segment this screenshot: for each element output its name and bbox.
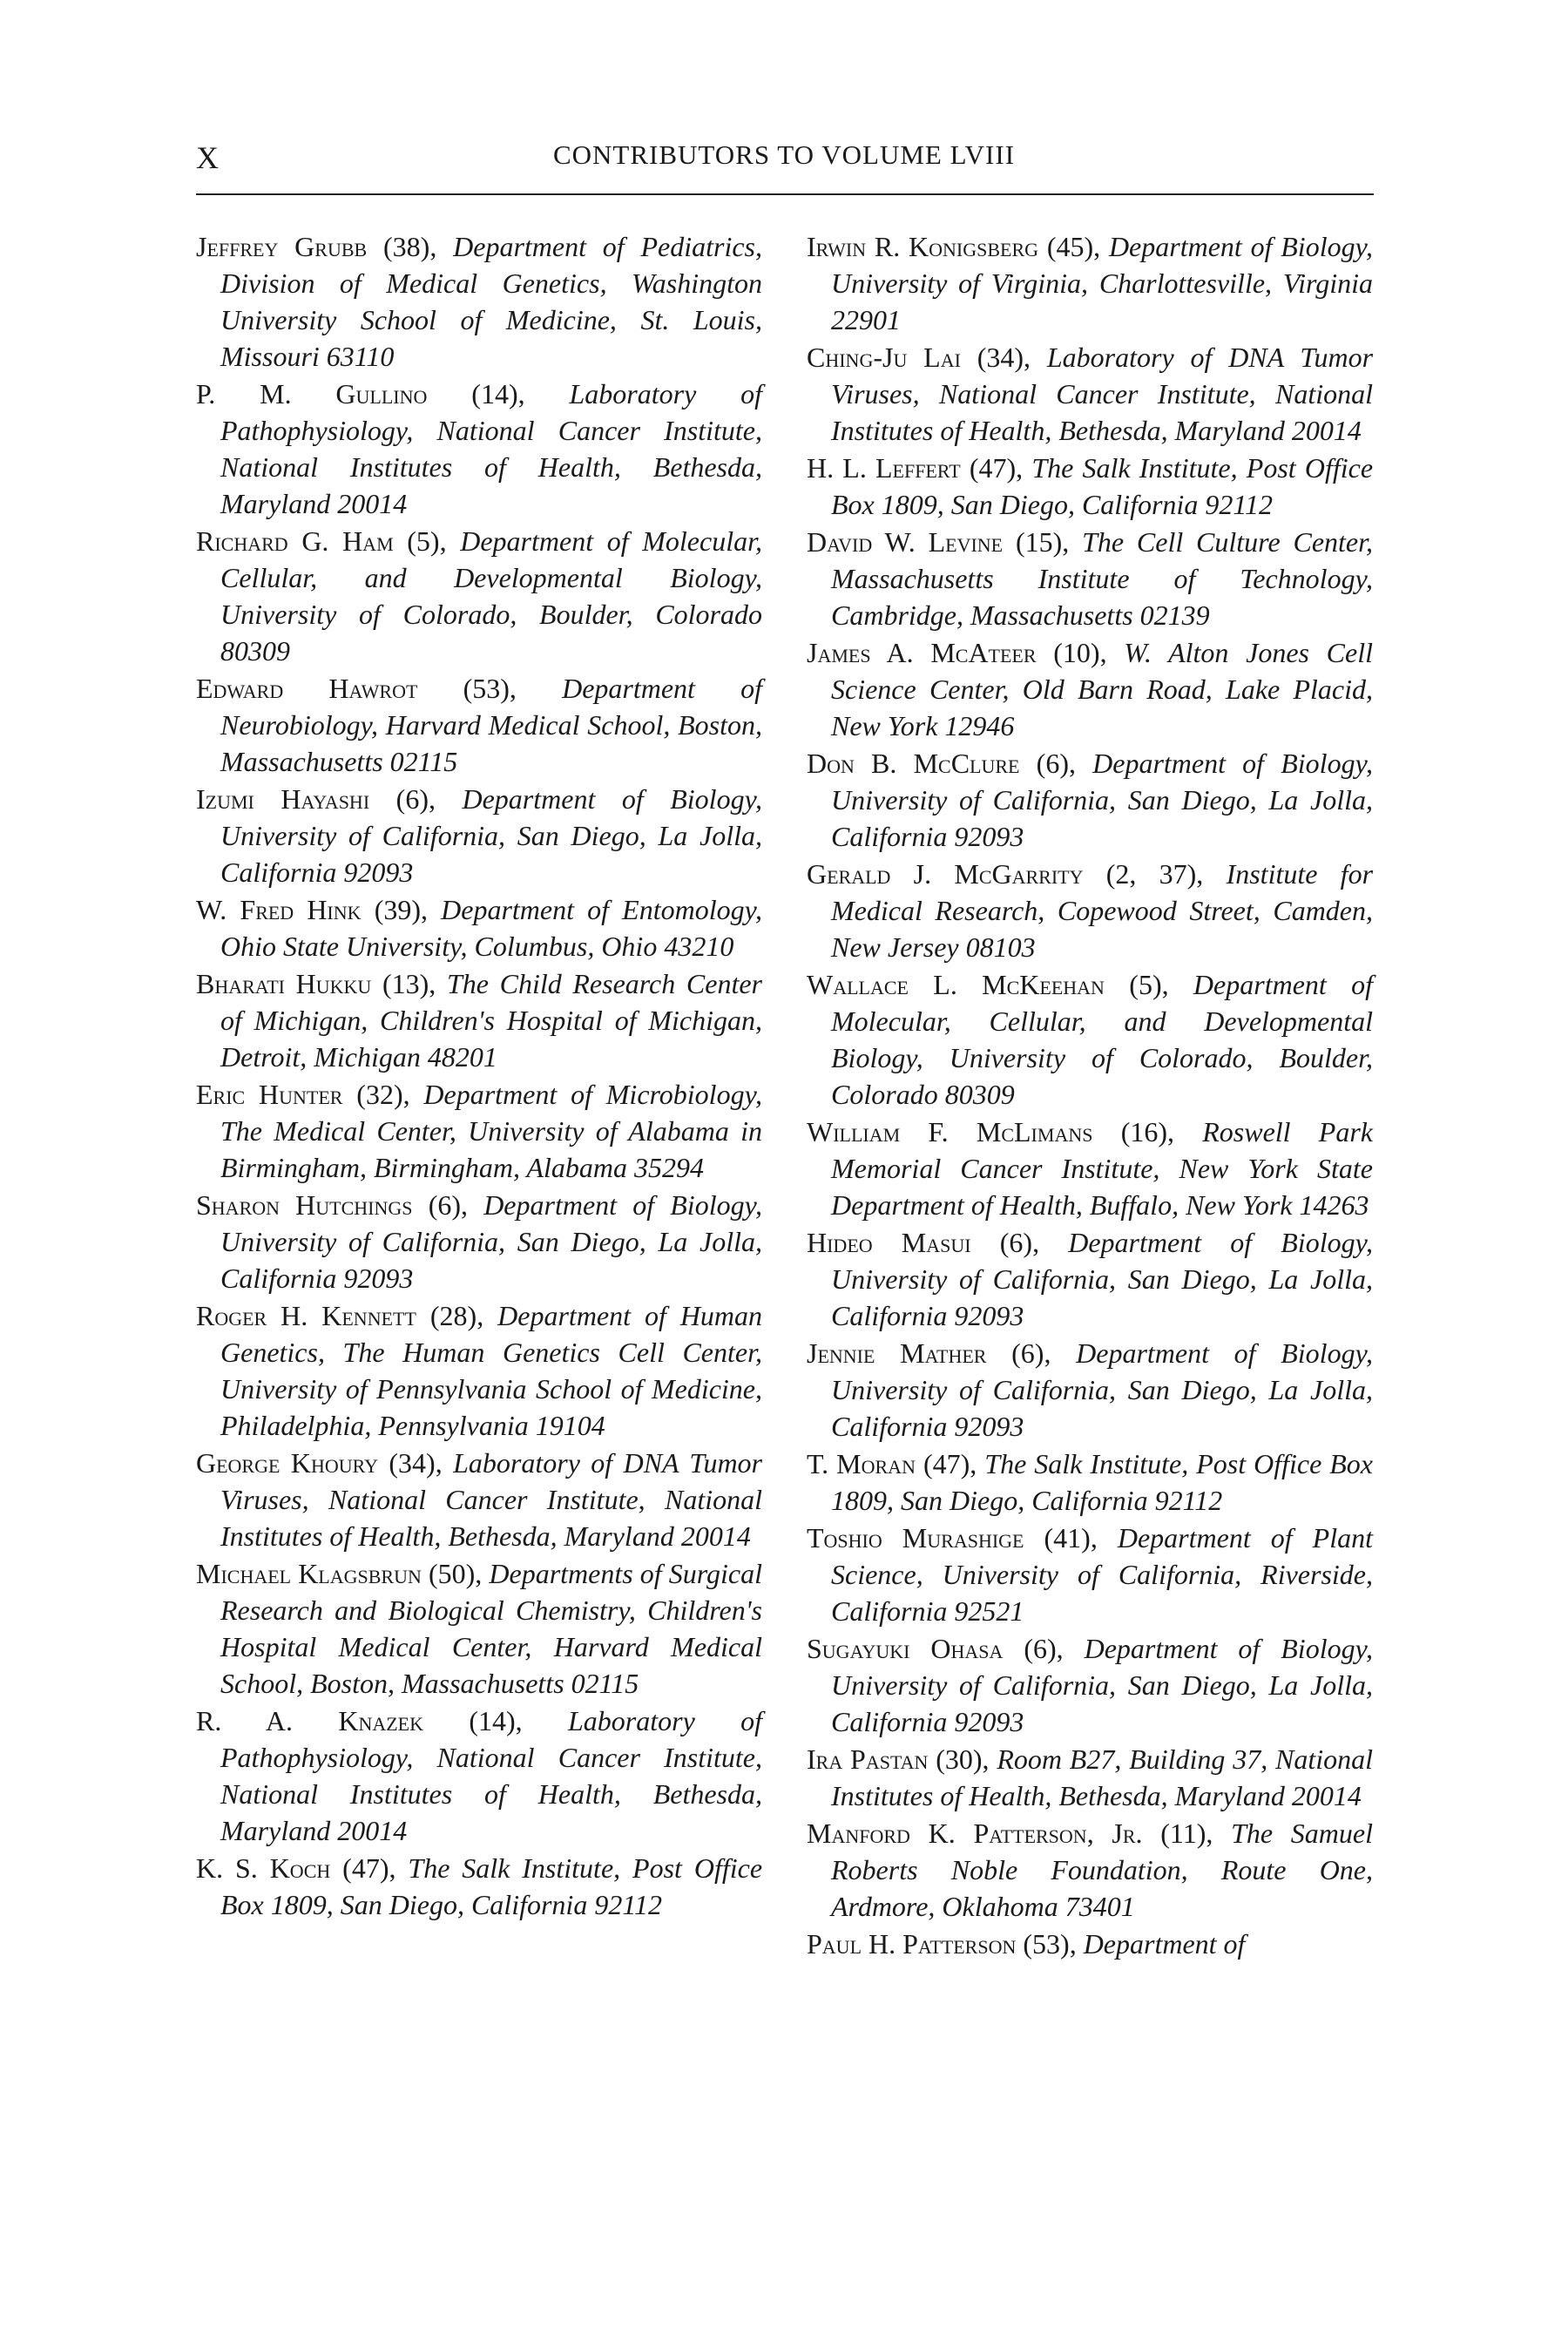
contributor-affiliation: Department of Biology, University of Virginia, Charlottesville, Virginia 22901	[831, 231, 1374, 335]
chapter-reference: (14),	[469, 1705, 523, 1736]
contributor-name: George Khoury	[196, 1447, 378, 1479]
contributor-entry	[196, 891, 762, 965]
contributor-name: R. A. Knazek	[196, 1705, 423, 1736]
contributor-entry	[196, 1297, 762, 1444]
contributor-name: James A. McAteer	[807, 637, 1037, 668]
contributor-entry	[807, 339, 1373, 449]
contributor-affiliation: Department of Plant Science, University of California, Riverside, California 92521	[831, 1522, 1373, 1627]
contributor-entry	[807, 1630, 1373, 1740]
header-rule	[196, 193, 1374, 195]
contributor-entry	[196, 1555, 762, 1702]
running-head-title: CONTRIBUTORS TO VOLUME LVIII	[552, 139, 1016, 170]
chapter-reference: (6),	[999, 1227, 1040, 1258]
contributor-entry	[807, 856, 1373, 965]
contributor-entry	[807, 1445, 1373, 1519]
contributor-name: Irwin R. Konigsberg	[807, 231, 1039, 262]
contributor-entry	[196, 965, 762, 1075]
chapter-reference: (5),	[407, 525, 447, 557]
contributor-entry	[807, 228, 1373, 338]
contributor-affiliation: Department of Biology, University of California, San Diego, La Jolla, California 92093	[831, 1227, 1374, 1331]
chapter-reference: (6),	[1011, 1337, 1051, 1369]
contributor-name: Jennie Mather	[807, 1337, 987, 1369]
chapter-reference: (10),	[1053, 637, 1107, 668]
contributor-entry	[807, 1114, 1373, 1223]
chapter-reference: (6),	[428, 1189, 469, 1221]
contributor-name: Gerald J. McGarrity	[807, 858, 1084, 890]
contributors-column-right	[807, 228, 1373, 1963]
contributor-name: K. S. Koch	[196, 1852, 331, 1884]
contributor-name: David W. Levine	[807, 526, 1004, 558]
contributor-name: Hideo Masui	[807, 1227, 971, 1258]
contributor-name: Toshio Murashige	[807, 1522, 1024, 1554]
chapter-reference: (53),	[1023, 1928, 1077, 1960]
contributor-entry	[196, 1445, 762, 1554]
contributor-affiliation: The Cell Culture Center, Massachusetts Institute of Technology, Cambridge, Massachusetts 02139	[831, 526, 1374, 631]
contributor-name: Ching-Ju Lai	[807, 342, 961, 373]
contributor-entry	[807, 1335, 1373, 1445]
contributor-affiliation: Department of Molecular, Cellular, and Developmental Biology, University of Colorado, Boulder, Colorado 80309	[831, 969, 1373, 1110]
chapter-reference: (47),	[969, 452, 1024, 484]
contributor-affiliation: Department of Biology, University of California, San Diego, La Jolla, California 92093	[220, 1189, 763, 1294]
contributor-name: Wallace L. McKeehan	[807, 969, 1105, 1000]
chapter-reference: (50),	[428, 1558, 483, 1589]
contributor-affiliation: Department of Neurobiology, Harvard Medical School, Boston, Massachusetts 02115	[220, 673, 763, 777]
contributor-name: Manford K. Patterson, Jr.	[807, 1818, 1143, 1849]
contributor-name: Edward Hawrot	[196, 673, 418, 704]
contributor-entry	[807, 524, 1373, 633]
chapter-reference: (6),	[395, 783, 436, 815]
contributor-affiliation: The Salk Institute, Post Office Box 1809, San Diego, California 92112	[220, 1852, 763, 1920]
chapter-reference: (38),	[383, 231, 437, 262]
contributor-entry	[196, 376, 762, 522]
contributor-name: Bharati Hukku	[196, 968, 372, 999]
contributor-entry	[807, 634, 1373, 744]
contributor-affiliation: The Salk Institute, Post Office Box 1809, San Diego, California 92112	[831, 1448, 1374, 1516]
contributor-name: Ira Pastan	[807, 1743, 929, 1775]
chapter-reference: (34),	[389, 1447, 443, 1479]
chapter-reference: (39),	[374, 894, 428, 925]
chapter-reference: (47),	[923, 1448, 977, 1479]
contributor-name: Izumi Hayashi	[196, 783, 370, 815]
chapter-reference: (47),	[342, 1852, 396, 1884]
chapter-reference: (41),	[1044, 1522, 1098, 1554]
contributor-name: W. Fred Hink	[196, 894, 362, 925]
contributor-affiliation: The Salk Institute, Post Office Box 1809, San Diego, California 92112	[831, 452, 1374, 520]
contributor-affiliation: The Child Research Center of Michigan, Children's Hospital of Michigan, Detroit, Michigan 48201	[220, 968, 763, 1073]
contributor-entry	[807, 1815, 1373, 1925]
contributor-entry	[807, 450, 1373, 523]
contributor-affiliation: Department of	[1083, 1928, 1246, 1960]
contributor-name: Sharon Hutchings	[196, 1189, 413, 1221]
contributor-entry	[807, 1741, 1373, 1814]
chapter-reference: (13),	[382, 968, 436, 999]
contributor-affiliation: Department of Entomology, Ohio State University, Columbus, Ohio 43210	[220, 894, 763, 962]
contributor-entry	[807, 1224, 1373, 1334]
contributor-affiliation: Department of Molecular, Cellular, and Developmental Biology, University of Colorado, Boulder, Colorado 80309	[220, 525, 762, 667]
chapter-reference: (2, 37),	[1105, 858, 1204, 890]
chapter-reference: (6),	[1024, 1633, 1064, 1664]
contributor-name: Richard G. Ham	[196, 525, 394, 557]
contributor-entry	[196, 1076, 762, 1186]
contributor-entry	[196, 228, 762, 375]
contributor-entry	[196, 523, 762, 669]
chapter-reference: (5),	[1129, 969, 1169, 1000]
contributor-name: P. M. Gullino	[196, 378, 428, 410]
contributor-name: Sugayuki Ohasa	[807, 1633, 1004, 1664]
contributor-entry	[807, 966, 1373, 1113]
contributors-column-left	[196, 228, 762, 1924]
chapter-reference: (11),	[1160, 1818, 1213, 1849]
contributor-affiliation: Department of Microbiology, The Medical Center, University of Alabama in Birmingham, Birmingham, Alabama 35294	[220, 1079, 763, 1183]
contributor-affiliation: Department of Pediatrics, Division of Medical Genetics, Washington University School of Medicine, St. Louis, Missouri 63110	[220, 231, 763, 372]
contributor-name: Michael Klagsbrun	[196, 1558, 422, 1589]
contributor-affiliation: Laboratory of DNA Tumor Viruses, National Cancer Institute, National Institutes of Health, Bethesda, Maryland 20014	[220, 1447, 763, 1552]
contributor-name: Roger H. Kennett	[196, 1300, 416, 1331]
contributor-affiliation: Departments of Surgical Research and Biological Chemistry, Children's Hospital Medical Center, Harvard Medical School, Boston, Massachusetts 02115	[220, 1558, 763, 1699]
contributor-entry	[807, 1926, 1373, 1962]
contributor-name: Don B. McClure	[807, 748, 1020, 779]
chapter-reference: (16),	[1120, 1116, 1174, 1147]
chapter-reference: (15),	[1015, 526, 1070, 558]
chapter-reference: (30),	[936, 1743, 990, 1775]
contributor-affiliation: Room B27, Building 37, National Institutes of Health, Bethesda, Maryland 20014	[831, 1743, 1374, 1811]
contributor-affiliation: Department of Human Genetics, The Human Genetics Cell Center, University of Pennsylvania School of Medicine, Philadelphia, Pennsylvania 19104	[220, 1300, 763, 1441]
contributor-entry	[196, 1850, 762, 1923]
chapter-reference: (6),	[1036, 748, 1076, 779]
contributor-affiliation: W. Alton Jones Cell Science Center, Old Barn Road, Lake Placid, New York 12946	[831, 637, 1374, 741]
page-number: X	[196, 140, 219, 175]
contributor-name: William F. McLimans	[807, 1116, 1093, 1147]
chapter-reference: (28),	[429, 1300, 484, 1331]
contributor-name: Eric Hunter	[196, 1079, 343, 1110]
contributor-entry	[196, 1187, 762, 1296]
chapter-reference: (45),	[1046, 231, 1101, 262]
contributor-name: Jeffrey Grubb	[196, 231, 368, 262]
contributor-entry	[807, 1520, 1373, 1629]
contributor-entry	[196, 670, 762, 780]
page-header	[196, 139, 1372, 183]
contributor-affiliation: Department of Biology, University of California, San Diego, La Jolla, California 92093	[831, 748, 1373, 852]
contributor-affiliation: Laboratory of Pathophysiology, National Cancer Institute, National Institutes of Health, Bethesda, Maryland 20014	[220, 1705, 763, 1846]
contributor-entry	[196, 1703, 762, 1849]
contributor-affiliation: Department of Biology, University of California, San Diego, La Jolla, California 92093	[831, 1337, 1374, 1442]
contributor-entry	[196, 781, 762, 890]
contributor-name: Paul H. Patterson	[807, 1928, 1017, 1960]
contributor-affiliation: Laboratory of Pathophysiology, National Cancer Institute, National Institutes of Health, Bethesda, Maryland 20014	[220, 378, 763, 519]
contributor-affiliation: The Samuel Roberts Noble Foundation, Route One, Ardmore, Oklahoma 73401	[831, 1818, 1374, 1922]
contributor-affiliation: Institute for Medical Research, Copewood Street, Camden, New Jersey 08103	[831, 858, 1374, 963]
contributor-affiliation: Laboratory of DNA Tumor Viruses, National Cancer Institute, National Institutes of Health, Bethesda, Maryland 20014	[831, 342, 1374, 446]
chapter-reference: (14),	[471, 378, 525, 410]
chapter-reference: (32),	[356, 1079, 410, 1110]
contributor-affiliation: Department of Biology, University of California, San Diego, La Jolla, California 92093	[220, 783, 763, 888]
contributor-entry	[807, 745, 1373, 855]
contributor-name: T. Moran	[807, 1448, 916, 1479]
contributor-name: H. L. Leffert	[807, 452, 961, 484]
contributor-affiliation: Department of Biology, University of California, San Diego, La Jolla, California 92093	[831, 1633, 1374, 1737]
chapter-reference: (34),	[977, 342, 1031, 373]
chapter-reference: (53),	[463, 673, 517, 704]
contributor-affiliation: Roswell Park Memorial Cancer Institute, New York State Department of Health, Buffalo, New York 14263	[831, 1116, 1373, 1221]
